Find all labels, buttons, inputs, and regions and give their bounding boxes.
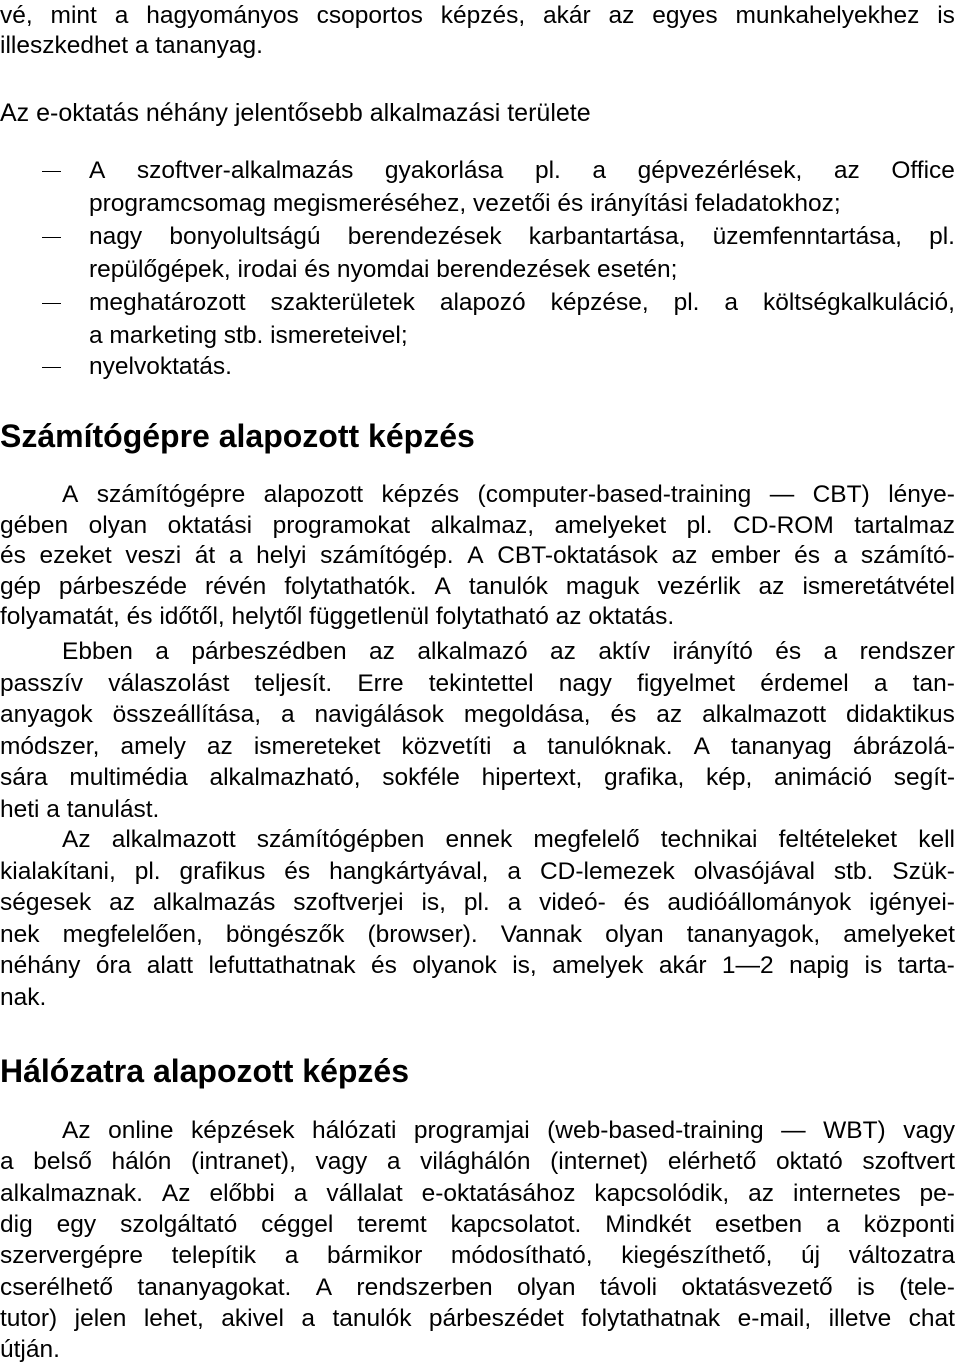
list-item-line: a marketing stb. ismereteivel;	[89, 322, 408, 349]
paragraph-line: gében olyan oktatási programokat alkalmaz, amelyeket pl. CD-ROM tartalmaz	[0, 511, 955, 539]
paragraph-line: alkalmaznak. Az előbbi a vállalat e-oktatásához kapcsolódik, az internetes pe-	[0, 1179, 955, 1207]
section-heading-cbt: Számítógépre alapozott képzés	[0, 418, 475, 454]
paragraph-line: sára multimédia alkalmazható, sokféle hipertext, grafika, kép, animáció segít-	[0, 764, 955, 791]
paragraph-line: anyagok összeállítása, a navigálások megoldása, és az alkalmazott didaktikus	[0, 701, 955, 728]
paragraph-line: dig egy szolgáltató céggel teremt kapcsolatot. Mindkét esetben a központi	[0, 1210, 955, 1238]
paragraph-line: ségesek az alkalmazás szoftverjei is, pl. a videó- és audióállományok igényei-	[0, 889, 955, 917]
list-item-line: meghatározott szakterületek alapozó képzése, pl. a költségkalkuláció,	[89, 289, 955, 316]
paragraph-line: Az online képzések hálózati programjai (web-based-training — WBT) vagy	[62, 1117, 955, 1144]
paragraph-line: útján.	[0, 1336, 60, 1364]
paragraph-line: és ezeket veszi át a helyi számítógép. A CBT-oktatások az ember és a számító-	[0, 542, 955, 570]
paragraph-line: nek megfelelően, böngészők (browser). Vannak olyan tananyagok, amelyeket	[0, 920, 955, 948]
list-bullet-dash	[42, 303, 61, 304]
list-item-line: nagy bonyolultságú berendezések karbantartása, üzemfenntartása, pl.	[89, 223, 955, 250]
paragraph-line: passzív válaszolást teljesít. Erre tekintettel nagy figyelmet érdemel a tan-	[0, 669, 955, 697]
paragraph-line: cserélhető tananyagokat. A rendszerben olyan távoli oktatásvezető is (tele-	[0, 1273, 955, 1301]
paragraph-line: Ebben a párbeszédben az alkalmazó az aktív irányító és a rendszer	[62, 638, 955, 665]
paragraph-line: tutor) jelen lehet, akivel a tanulók párbeszédet folytathatnak e-mail, illetve chat	[0, 1304, 955, 1332]
list-item-line: A szoftver-alkalmazás gyakorlása pl. a gépvezérlések, az Office	[89, 157, 955, 184]
paragraph-line: néhány óra alatt lefuttathatnak és olyanok is, amelyek akár 1—2 napig is tarta-	[0, 952, 955, 980]
list-bullet-dash	[42, 237, 61, 238]
paragraph-line: heti a tanulást.	[0, 795, 160, 823]
list-item-line: nyelvoktatás.	[89, 353, 232, 380]
paragraph-line: A számítógépre alapozott képzés (computer-based-training — CBT) lénye-	[62, 481, 955, 508]
list-bullet-dash	[42, 171, 61, 172]
paragraph-line: módszer, amely az ismereteket közvetíti a tanulóknak. A tananyag ábrázolá-	[0, 732, 955, 760]
section-subheading: Az e-oktatás néhány jelentősebb alkalmazási területe	[0, 99, 591, 127]
list-item-line: programcsomag megismeréséhez, vezetői és irányítási feladatokhoz;	[89, 190, 841, 217]
section-heading-wbt: Hálózatra alapozott képzés	[0, 1053, 409, 1089]
paragraph-line: folyamatát, és időtől, helytől függetlenül folytatható az oktatás.	[0, 603, 675, 631]
intro-line: vé, mint a hagyományos csoportos képzés, akár az egyes munkahelyekhez is	[0, 2, 955, 29]
paragraph-line: Az alkalmazott számítógépben ennek megfelelő technikai feltételeket kell	[62, 826, 955, 853]
intro-line: illeszkedhet a tananyag.	[0, 32, 263, 59]
list-item-line: repülőgépek, irodai és nyomdai berendezések esetén;	[89, 256, 678, 283]
paragraph-line: a belső hálón (intranet), vagy a világhálón (internet) elérhető oktató szoftvert	[0, 1148, 955, 1176]
paragraph-line: szervergépre telepítik a bármikor módosítható, kiegészíthető, új változatra	[0, 1242, 955, 1270]
paragraph-line: kialakítani, pl. grafikus és hangkártyával, a CD-lemezek olvasójával stb. Szük-	[0, 857, 955, 885]
list-bullet-dash	[42, 367, 61, 368]
paragraph-line: nak.	[0, 984, 47, 1011]
paragraph-line: gép párbeszéde révén folytathatók. A tanulók maguk vezérlik az ismeretátvétel	[0, 572, 955, 600]
